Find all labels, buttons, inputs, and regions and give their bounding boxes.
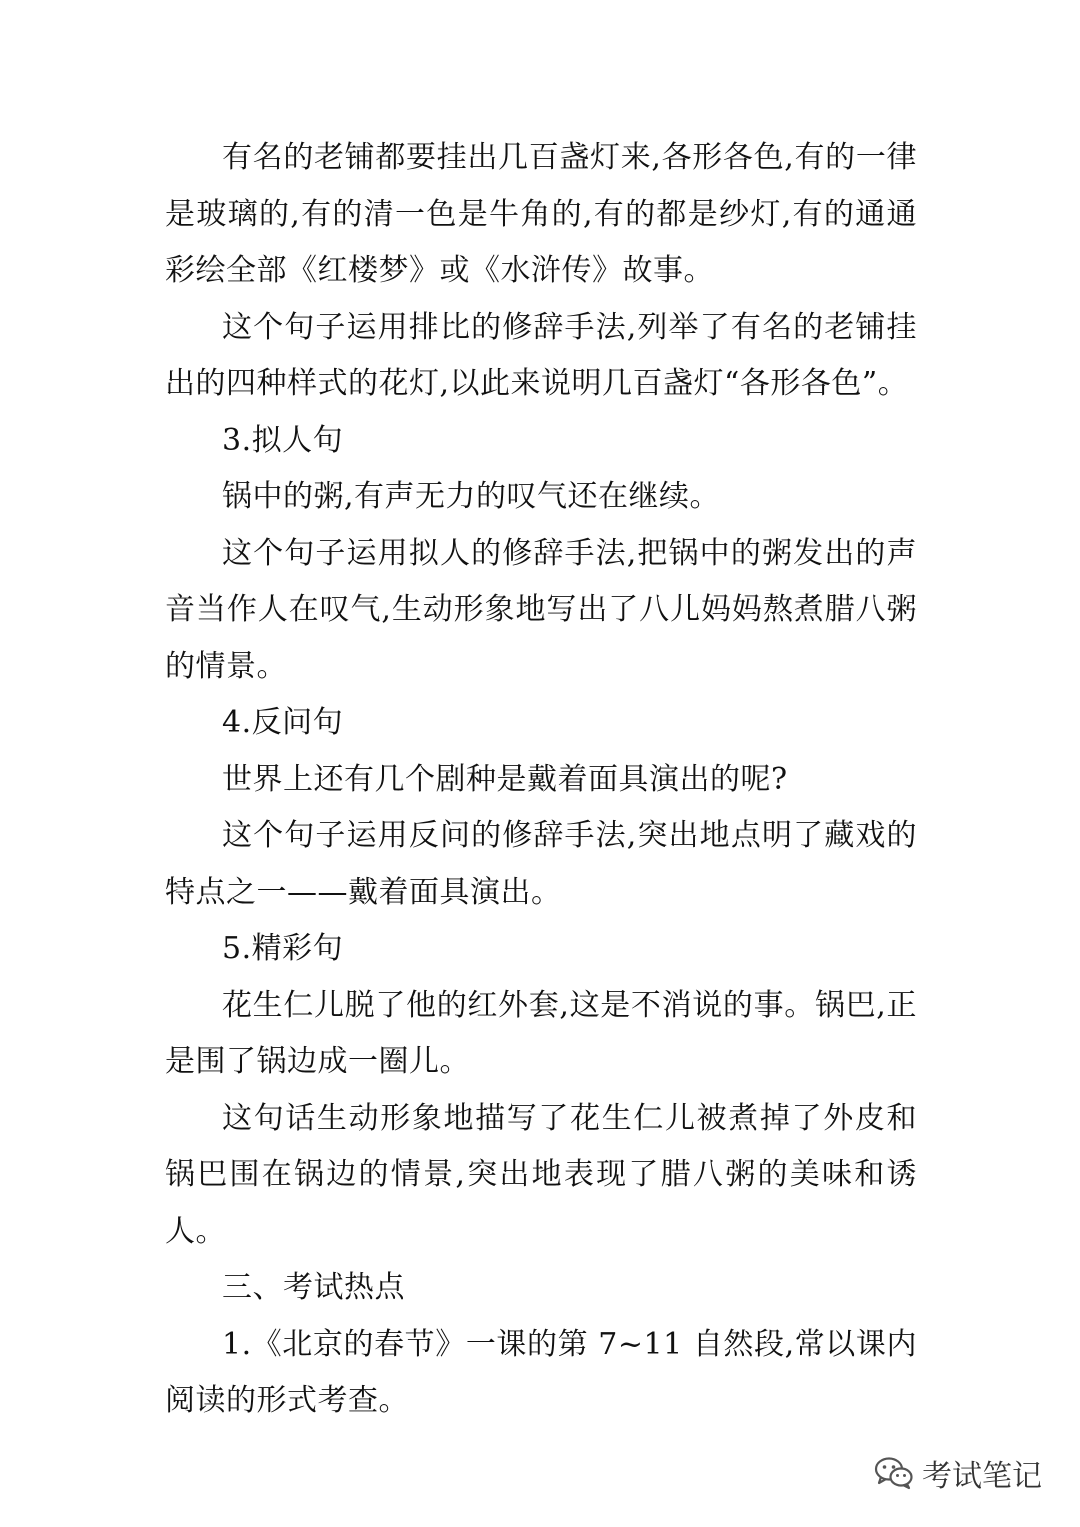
paragraph-rhetorical-analysis: 这个句子运用反问的修辞手法,突出地点明了藏戏的特点之一——戴着面具演出。 <box>165 818 917 910</box>
paragraph-parallelism-analysis: 这个句子运用排比的修辞手法,列举了有名的老铺挂出的四种样式的花灯,以此来说明几百盏灯“各形各色”。 <box>165 309 917 401</box>
paragraph-peanut-analysis: 这句话生动形象地描写了花生仁儿被煮掉了外皮和锅巴围在锅边的情景,突出地表现了腊八粥的美味和诱人。 <box>165 1100 917 1249</box>
paragraph-personification-analysis: 这个句子运用拟人的修辞手法,把锅中的粥发出的声音当作人在叹气,生动形象地写出了八儿妈妈熬煮腊八粥的情景。 <box>165 535 917 684</box>
watermark-text: 考试笔记 <box>922 1459 1042 1494</box>
wechat-icon <box>874 1456 914 1490</box>
paragraph-porridge-example: 锅中的粥,有声无力的叹气还在继续。 <box>222 479 721 514</box>
paragraph-peanut-example: 花生仁儿脱了他的红外套,这是不消说的事。锅巴,正是围了锅边成一圈儿。 <box>165 987 917 1079</box>
heading-exam-hotspots: 三、考试热点 <box>222 1270 405 1305</box>
heading-rhetorical-question: 4.反问句 <box>222 705 344 740</box>
paragraph-lantern-example: 有名的老铺都要挂出几百盏灯来,各形各色,有的一律是玻璃的,有的清一色是牛角的,有的都是纱灯,有的通通彩绘全部《红楼梦》或《水浒传》故事。 <box>165 140 917 288</box>
heading-personification: 3.拟人句 <box>222 422 344 458</box>
document-body <box>165 130 917 1430</box>
watermark <box>874 1449 1042 1497</box>
paragraph-exam-point-1: 1.《北京的春节》一课的第 7~11 自然段,常以课内阅读的形式考查。 <box>165 1326 917 1418</box>
heading-wonderful-sentence: 5.精彩句 <box>222 931 344 966</box>
paragraph-mask-example: 世界上还有几个剧种是戴着面具演出的呢? <box>222 761 788 797</box>
